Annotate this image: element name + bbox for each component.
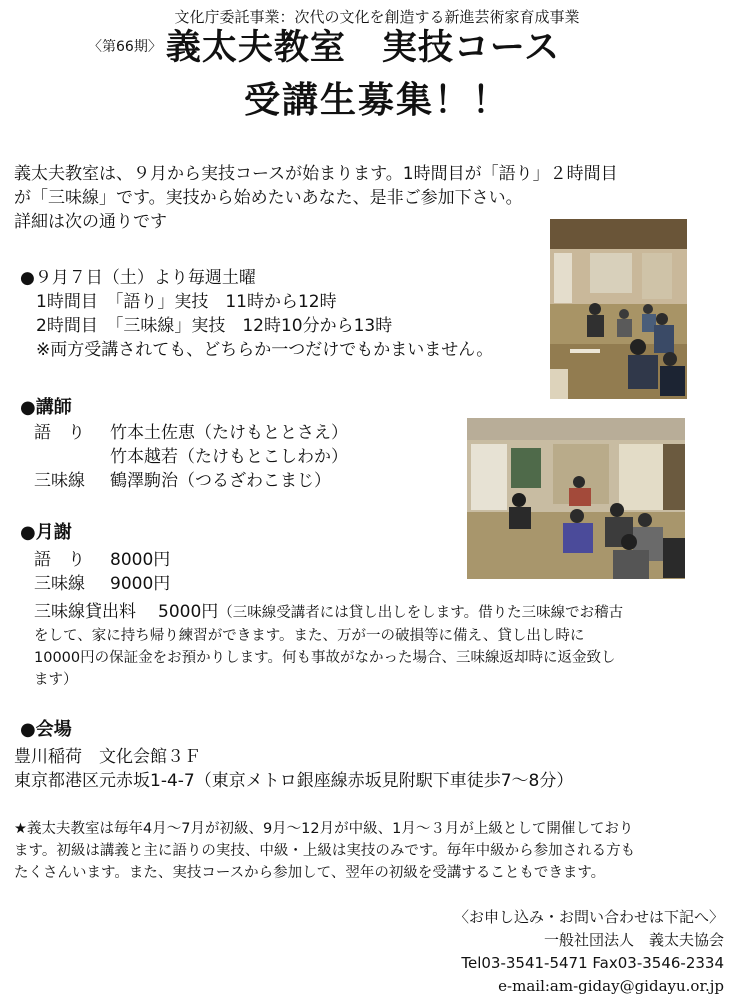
fee-row-shamisen [34,572,170,596]
rental-first-line [34,600,734,625]
note-line: ます。初級は講義と主に語りの実技、中級・上級は実技のみです。毎年中級から参加される方も [14,843,636,859]
instructors-heading: ●講師 [20,397,72,418]
venue-info [14,745,573,793]
intro-line: が「三味線」です。実技から始めたいあなた、是非ご参加下さい。 [14,188,523,208]
note-line: たくさんいます。また、実技コースから参加して、翌年の初級を受講することもできます。 [14,865,606,881]
schedule-heading: ●９月７日（土）より毎週土曜 [20,268,256,288]
venue-address: 東京都港区元赤坂1-4-7（東京メトロ銀座線赤坂見附駅下車徒歩7～8分） [14,771,574,791]
schedule-section [20,266,493,362]
sponsor-line: 文化庁委託事業：次代の文化を創造する新進芸術家育成事業 [174,8,580,26]
instructor-role: 三味線 [34,471,85,491]
classroom-photo-image [550,219,687,399]
fees-list [34,548,170,596]
fee-label: 三味線 [34,574,85,594]
rental-fee [34,600,734,691]
instructor-row [34,421,348,445]
fee-row-katari [34,548,170,572]
fee-amount: 8000円 [110,550,171,570]
intro-line: 詳細は次の通りです [14,212,167,232]
rental-note-line: （三味線受講者には貸し出しをします。借りた三味線でお稽古 [218,605,624,621]
schedule-line: 1時間目 「語り」実技 11時から12時 [36,292,337,312]
organization-name: 一般社団法人 義太夫協会 [543,931,724,949]
fee-label: 語 り [34,550,85,570]
rental-note-line: ます） [34,672,78,688]
instructor-role: 語 り [34,423,85,443]
title-course: 実技コース [381,28,561,68]
title-main: 義太夫教室 [165,28,346,68]
rental-note-line: 10000円の保証金をお預かりします。何も事故がなかった場合、三味線返却時に返金致し [34,650,616,666]
instructor-role [34,445,110,469]
performance-photo [467,418,685,579]
email-link[interactable]: e-mail:am-giday@gidayu.or.jp [498,977,724,995]
page-title [88,24,560,71]
contact-block [454,906,724,998]
inquiry-line: 〈お申し込み・お問い合わせは下記へ〉 [453,908,724,926]
instructors-list [34,421,348,493]
intro-text [14,162,618,234]
instructor-name: 鶴澤駒治（つるざわこまじ） [110,471,331,491]
instructor-row [34,445,348,469]
rental-note-line: をして、家に持ち帰り練習ができます。また、万が一の破損等に備え、貸し出し時に [34,628,585,644]
course-note [14,818,635,884]
performance-photo-image [467,418,685,579]
schedule-note: ※両方受講されても、どちらか一つだけでもかまいません。 [36,340,494,360]
instructor-name: 竹本土佐恵（たけもととさえ） [110,423,348,443]
classroom-photo [550,219,687,399]
rental-amount: 5000円 [158,602,219,622]
issue-number: 〈第66期〉 [88,39,162,55]
fee-amount: 9000円 [110,574,171,594]
phone-fax: Tel03-3541-5471 Fax03-3546-2334 [461,954,724,972]
venue-heading: ●会場 [20,719,72,740]
note-line: ★義太夫教室は毎年4月～7月が初級、9月～12月が中級、1月～３月が上級として開催しており [14,821,634,837]
recruit-title: 受講生募集！！ [243,80,510,121]
schedule-line: 2時間目 「三味線」実技 12時10分から13時 [36,316,393,336]
rental-label: 三味線貸出料 [34,602,136,622]
venue-name: 豊川稲荷 文化会館３Ｆ [14,747,201,767]
fees-heading: ●月謝 [20,522,72,543]
instructor-row [34,469,348,493]
instructor-name: 竹本越若（たけもとこしわか） [110,447,348,467]
intro-line: 義太夫教室は、９月から実技コースが始まります。1時間目が「語り」２時間目 [14,164,618,184]
